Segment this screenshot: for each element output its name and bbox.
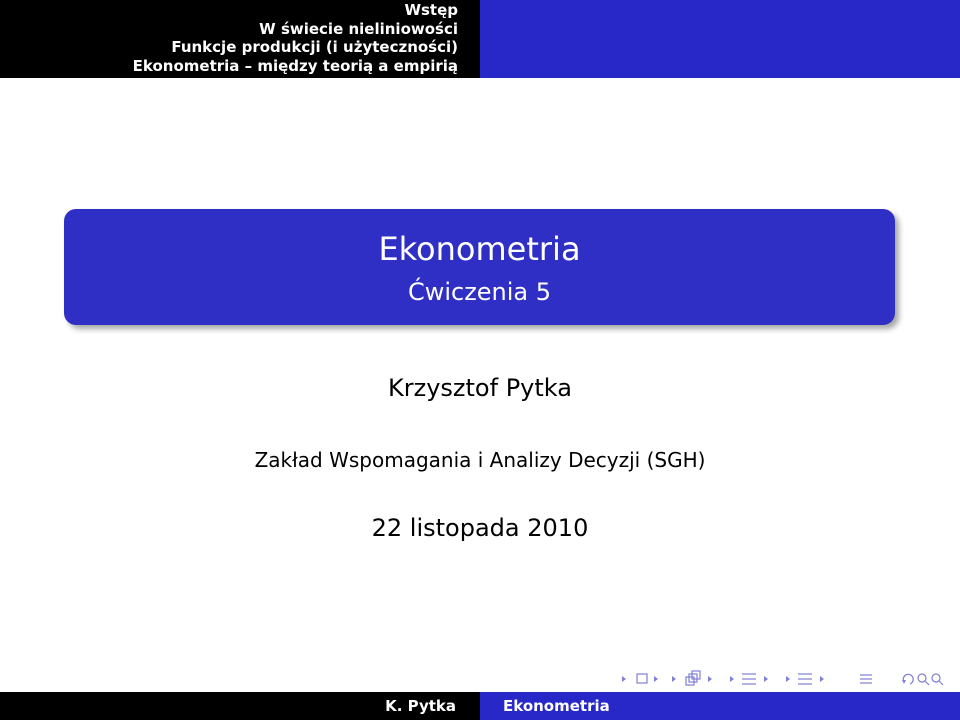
arrow-left-icon (622, 676, 626, 682)
arrow-left-icon (786, 676, 790, 682)
arrow-left-icon (672, 676, 676, 682)
search-icon (918, 674, 943, 685)
align-icon (860, 675, 872, 683)
arrow-left-icon (730, 676, 734, 682)
footline (0, 692, 960, 720)
nav-section-nieliniowosci[interactable]: W świecie nieliniowości (259, 19, 458, 38)
presentation-subtitle: Ćwiczenia 5 (407, 278, 552, 306)
footer-author-panel (0, 692, 480, 720)
nav-section-wstep[interactable]: Wstęp (404, 1, 458, 19)
footer-title-panel (480, 692, 960, 720)
arrow-right-icon (820, 676, 824, 682)
header-right-panel (480, 0, 960, 78)
arrow-right-icon (708, 676, 712, 682)
footer-title: Ekonometria (503, 697, 610, 715)
headline-bar (0, 0, 960, 78)
navigation-symbols-svg (620, 668, 960, 690)
arrow-right-icon (764, 676, 768, 682)
frame-icon (637, 674, 647, 683)
nav-section-teoria-empiria[interactable]: Ekonometria – między teorią a empirią (132, 56, 458, 75)
title-block (64, 209, 895, 325)
section-icon (742, 674, 756, 684)
section-navigation (0, 0, 480, 78)
date: 22 listopada 2010 (371, 514, 589, 542)
section-icon (798, 674, 812, 684)
institute: Zakład Wspomagania i Analizy Decyzji (SGH) (254, 448, 706, 472)
subsection-icon (686, 671, 700, 685)
arrow-right-icon (654, 676, 658, 682)
footer-author: K. Pytka (385, 697, 456, 715)
navigation-symbols (620, 668, 960, 690)
author: Krzysztof Pytka (388, 374, 572, 402)
nav-section-funkcje-produkcji[interactable]: Funkcje produkcji (i użyteczności) (171, 38, 458, 56)
presentation-title: Ekonometria (378, 230, 581, 268)
